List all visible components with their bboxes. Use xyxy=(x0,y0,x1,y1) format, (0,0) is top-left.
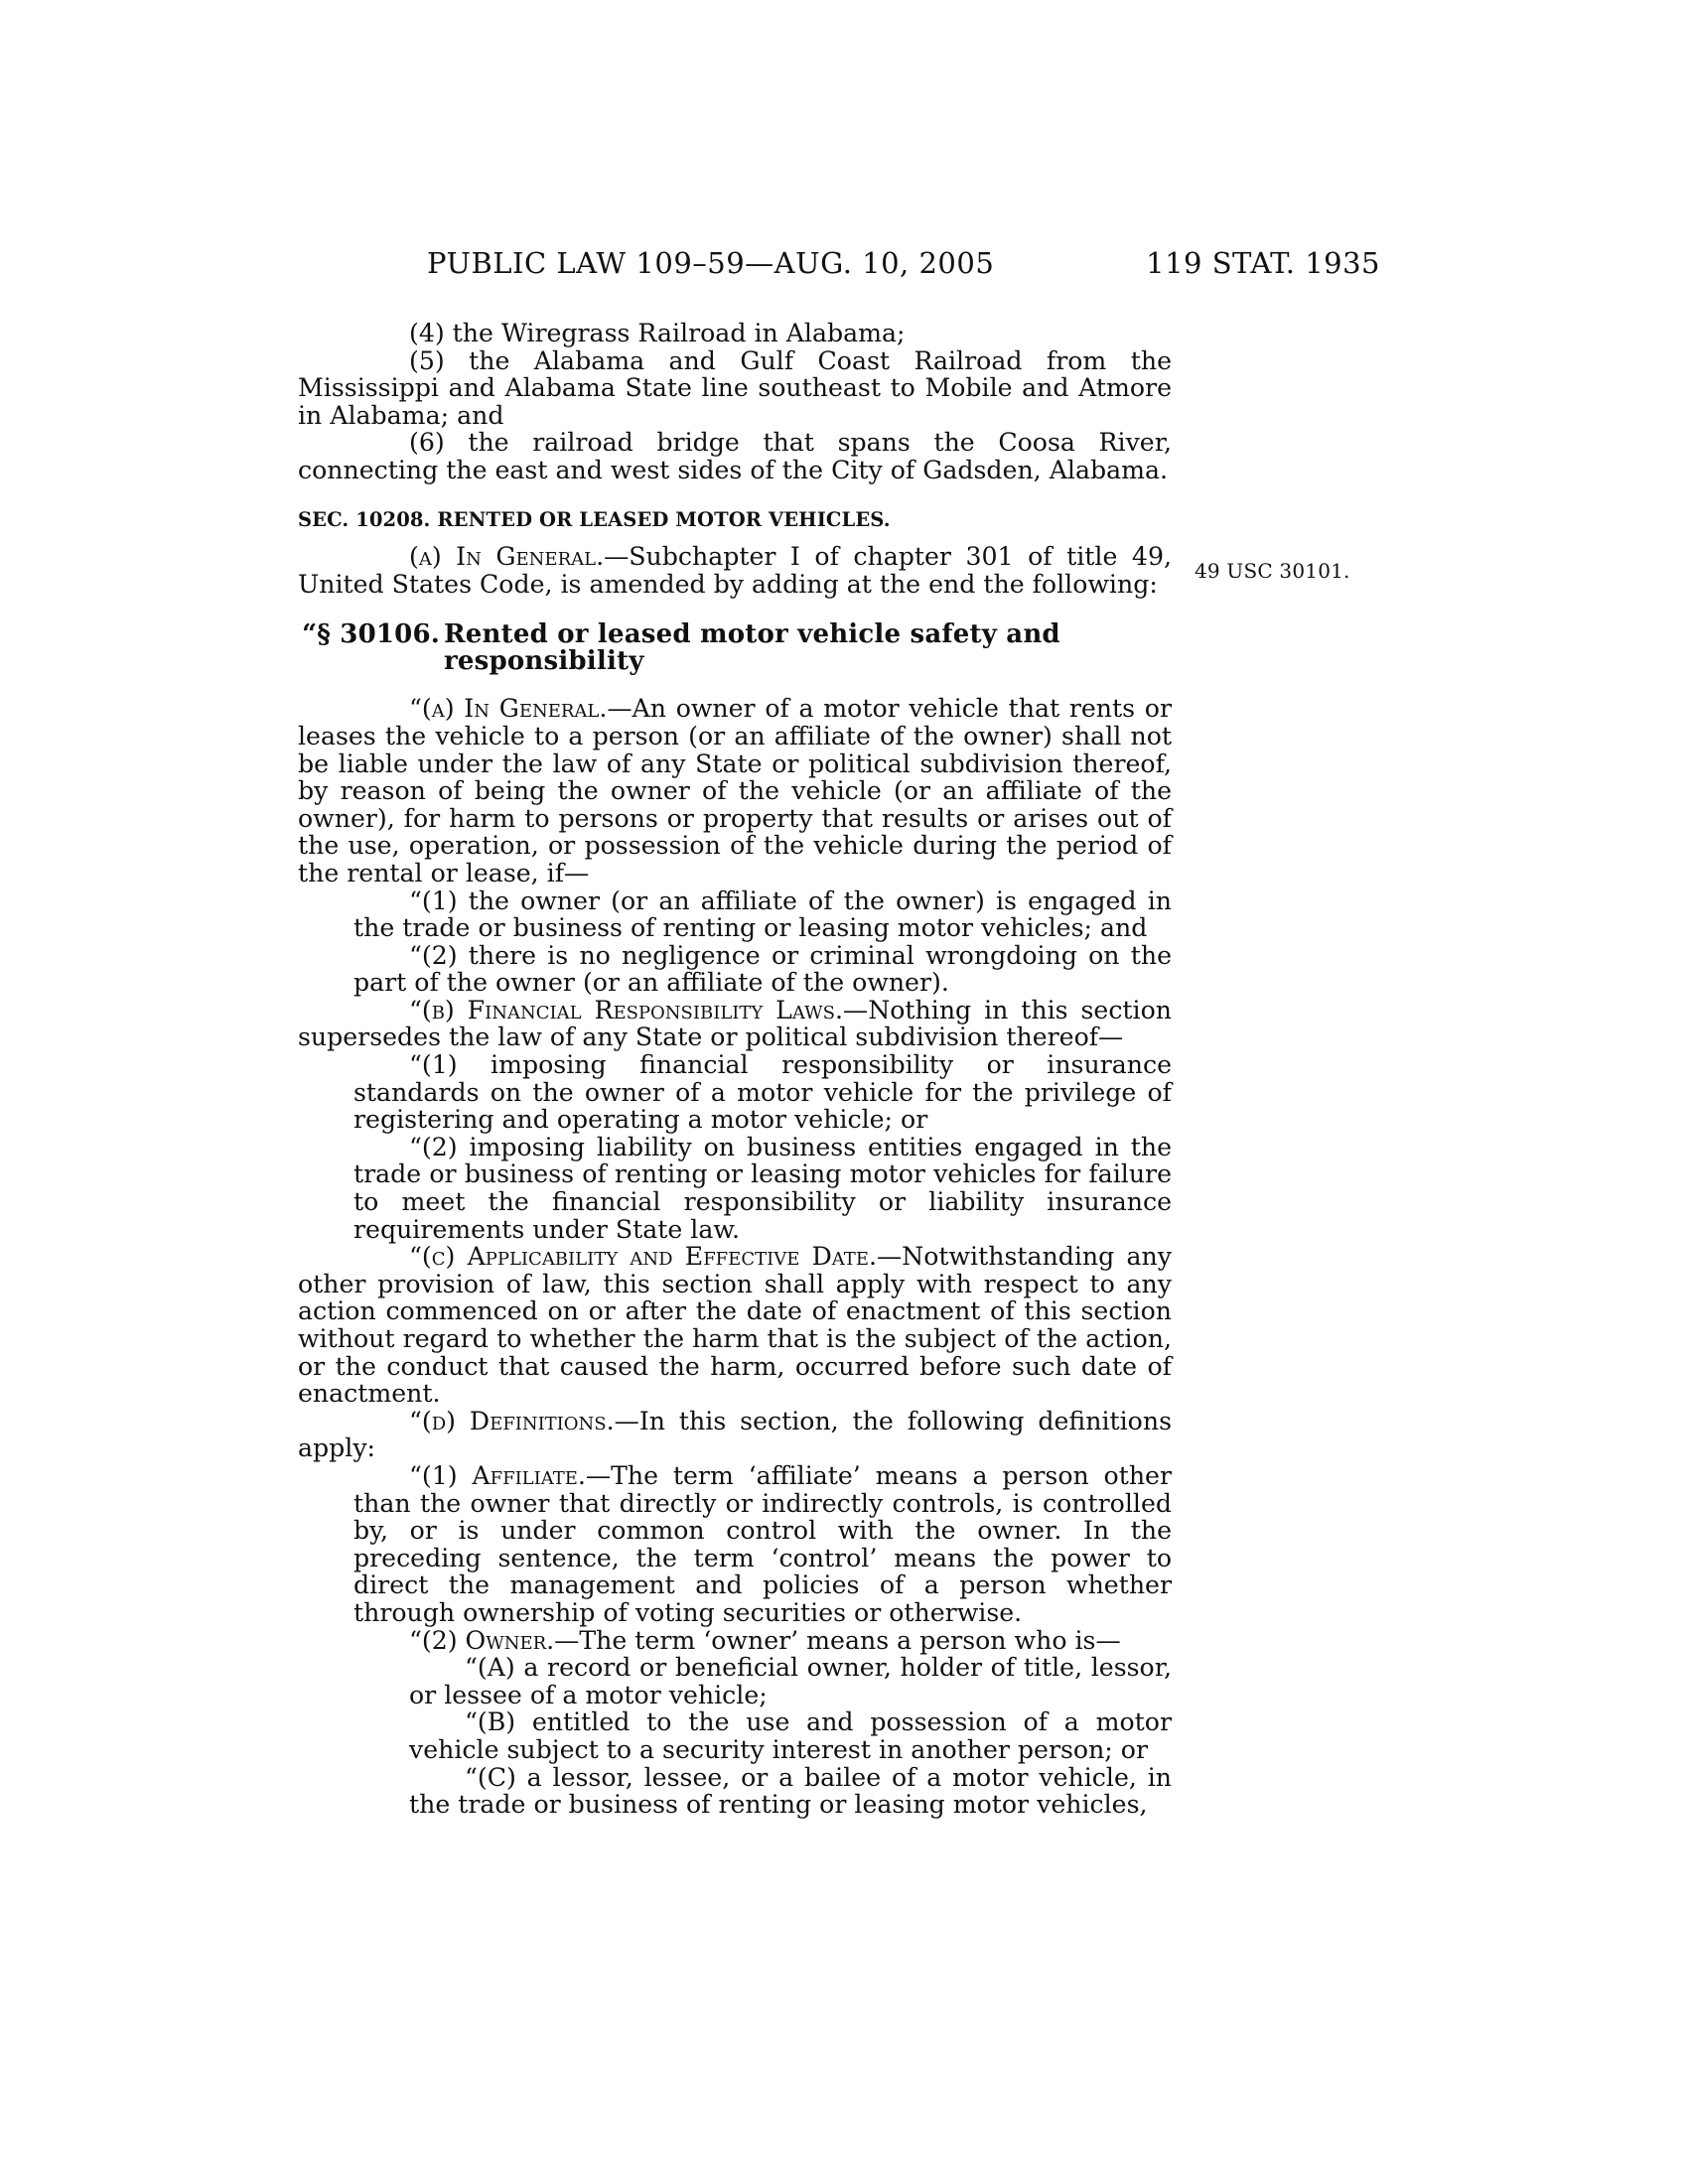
inserted-subsection-c-text: —Notwithstanding any other provision of law, this section shall apply with respect to any action commenced on or after the date of enactment of this section without regard to whether the harm that is the subject of the action, or the conduct that caused the harm, occurred before such date of enactment. xyxy=(298,1242,1172,1409)
inserted-subsection-c xyxy=(298,1243,1172,1408)
definition-owner-a: “(A) a record or beneficial owner, holder of title, lessor, or lessee of a motor vehicle; xyxy=(409,1653,1172,1709)
page-stat-number: 119 STAT. 1935 xyxy=(1146,246,1380,280)
paragraph-item-5: (5) the Alabama and Gulf Coast Railroad from the Mississippi and Alabama State line southeast to Mobile and Atmore in Alabama; and xyxy=(298,345,1172,430)
inserted-section-title xyxy=(298,621,1172,675)
section-title-text: Rented or leased motor vehicle safety and responsibility xyxy=(444,619,1060,677)
document-body xyxy=(298,320,1172,1819)
margin-citation: 49 USC 30101. xyxy=(1195,559,1350,583)
inserted-subsection-a xyxy=(298,695,1172,887)
page-header xyxy=(298,246,1380,286)
running-header-title: PUBLIC LAW 109–59—AUG. 10, 2005 xyxy=(427,246,995,280)
inserted-subsection-b-label: “(b) Financial Responsibility Laws. xyxy=(409,995,844,1024)
inserted-subsection-a-label: “(a) In General. xyxy=(409,694,608,724)
definition-affiliate-label: “(1) Affiliate. xyxy=(409,1460,586,1490)
inserted-subsection-b xyxy=(298,997,1172,1051)
inserted-subsection-d xyxy=(298,1408,1172,1462)
inserted-paragraph-b1: “(1) imposing financial responsibility or insurance standards on the owner of a motor vehicle for the privilege of registering and operating a motor vehicle; or xyxy=(353,1050,1172,1135)
inserted-subsection-d-label: “(d) Definitions. xyxy=(409,1406,615,1435)
definition-owner-b: “(B) entitled to the use and possession of a motor vehicle subject to a security interest in another person; or xyxy=(409,1707,1172,1764)
inserted-paragraph-a2: “(2) there is no negligence or criminal wrongdoing on the part of the owner (or an affiliate of the owner). xyxy=(353,940,1172,998)
inserted-paragraph-b2: “(2) imposing liability on business entities engaged in the trade or business of renting or leasing motor vehicles for failure to meet the financial responsibility or liability insurance requirements under State law. xyxy=(353,1132,1172,1244)
definition-owner xyxy=(298,1627,1172,1655)
inserted-paragraph-a1: “(1) the owner (or an affiliate of the owner) is engaged in the trade or business of renting or leasing motor vehicles; and xyxy=(353,886,1172,943)
definition-owner-text: —The term ‘owner’ means a person who is— xyxy=(554,1625,1121,1655)
paragraph-item-6: (6) the railroad bridge that spans the Coosa River, connecting the east and west sides of the City of Gadsden, Alabama. xyxy=(298,428,1172,484)
subsection-a-text: —Subchapter I of chapter 301 of title 49, United States Code, is amended by adding at the end the following: xyxy=(298,542,1172,599)
inserted-subsection-c-label: “(c) Applicability and Effective Date. xyxy=(409,1242,877,1272)
section-heading: SEC. 10208. RENTED OR LEASED MOTOR VEHICLES. xyxy=(298,507,891,531)
subsection-a-label: (a) In General. xyxy=(409,542,605,572)
inserted-subsection-b-text: —Nothing in this section supersedes the law of any State or political subdivision thereof— xyxy=(298,995,1172,1052)
inserted-subsection-a-text: —An owner of a motor vehicle that rents or leases the vehicle to a person (or an affiliate of the owner) shall not be liable under the law of any State or political subdivision thereof, by reason of being the owner of the vehicle (or an affiliate of the owner), for harm to persons or property that results or arises out of the use, operation, or possession of the vehicle during the period of the rental or lease, if— xyxy=(298,694,1172,887)
subsection-a xyxy=(298,543,1172,598)
definition-owner-c: “(C) a lessor, lessee, or a bailee of a motor vehicle, in the trade or business of renting or leasing motor vehicles, xyxy=(409,1762,1172,1820)
definition-affiliate-text: —The term ‘affiliate’ means a person other than the owner that directly or indirectly controls, is controlled by, or is under common control with the owner. In the preceding sentence, the term ‘control’ means the power to direct the management and policies of a person whether through ownership of voting securities or otherwise. xyxy=(353,1460,1173,1627)
definition-owner-label: “(2) Owner. xyxy=(409,1625,555,1655)
section-symbol: “§ 30106. xyxy=(302,619,440,650)
paragraph-item-4: (4) the Wiregrass Railroad in Alabama; xyxy=(409,319,906,347)
inserted-subsection-d-text: —In this section, the following definitions apply: xyxy=(298,1406,1172,1463)
definition-affiliate xyxy=(298,1462,1172,1627)
